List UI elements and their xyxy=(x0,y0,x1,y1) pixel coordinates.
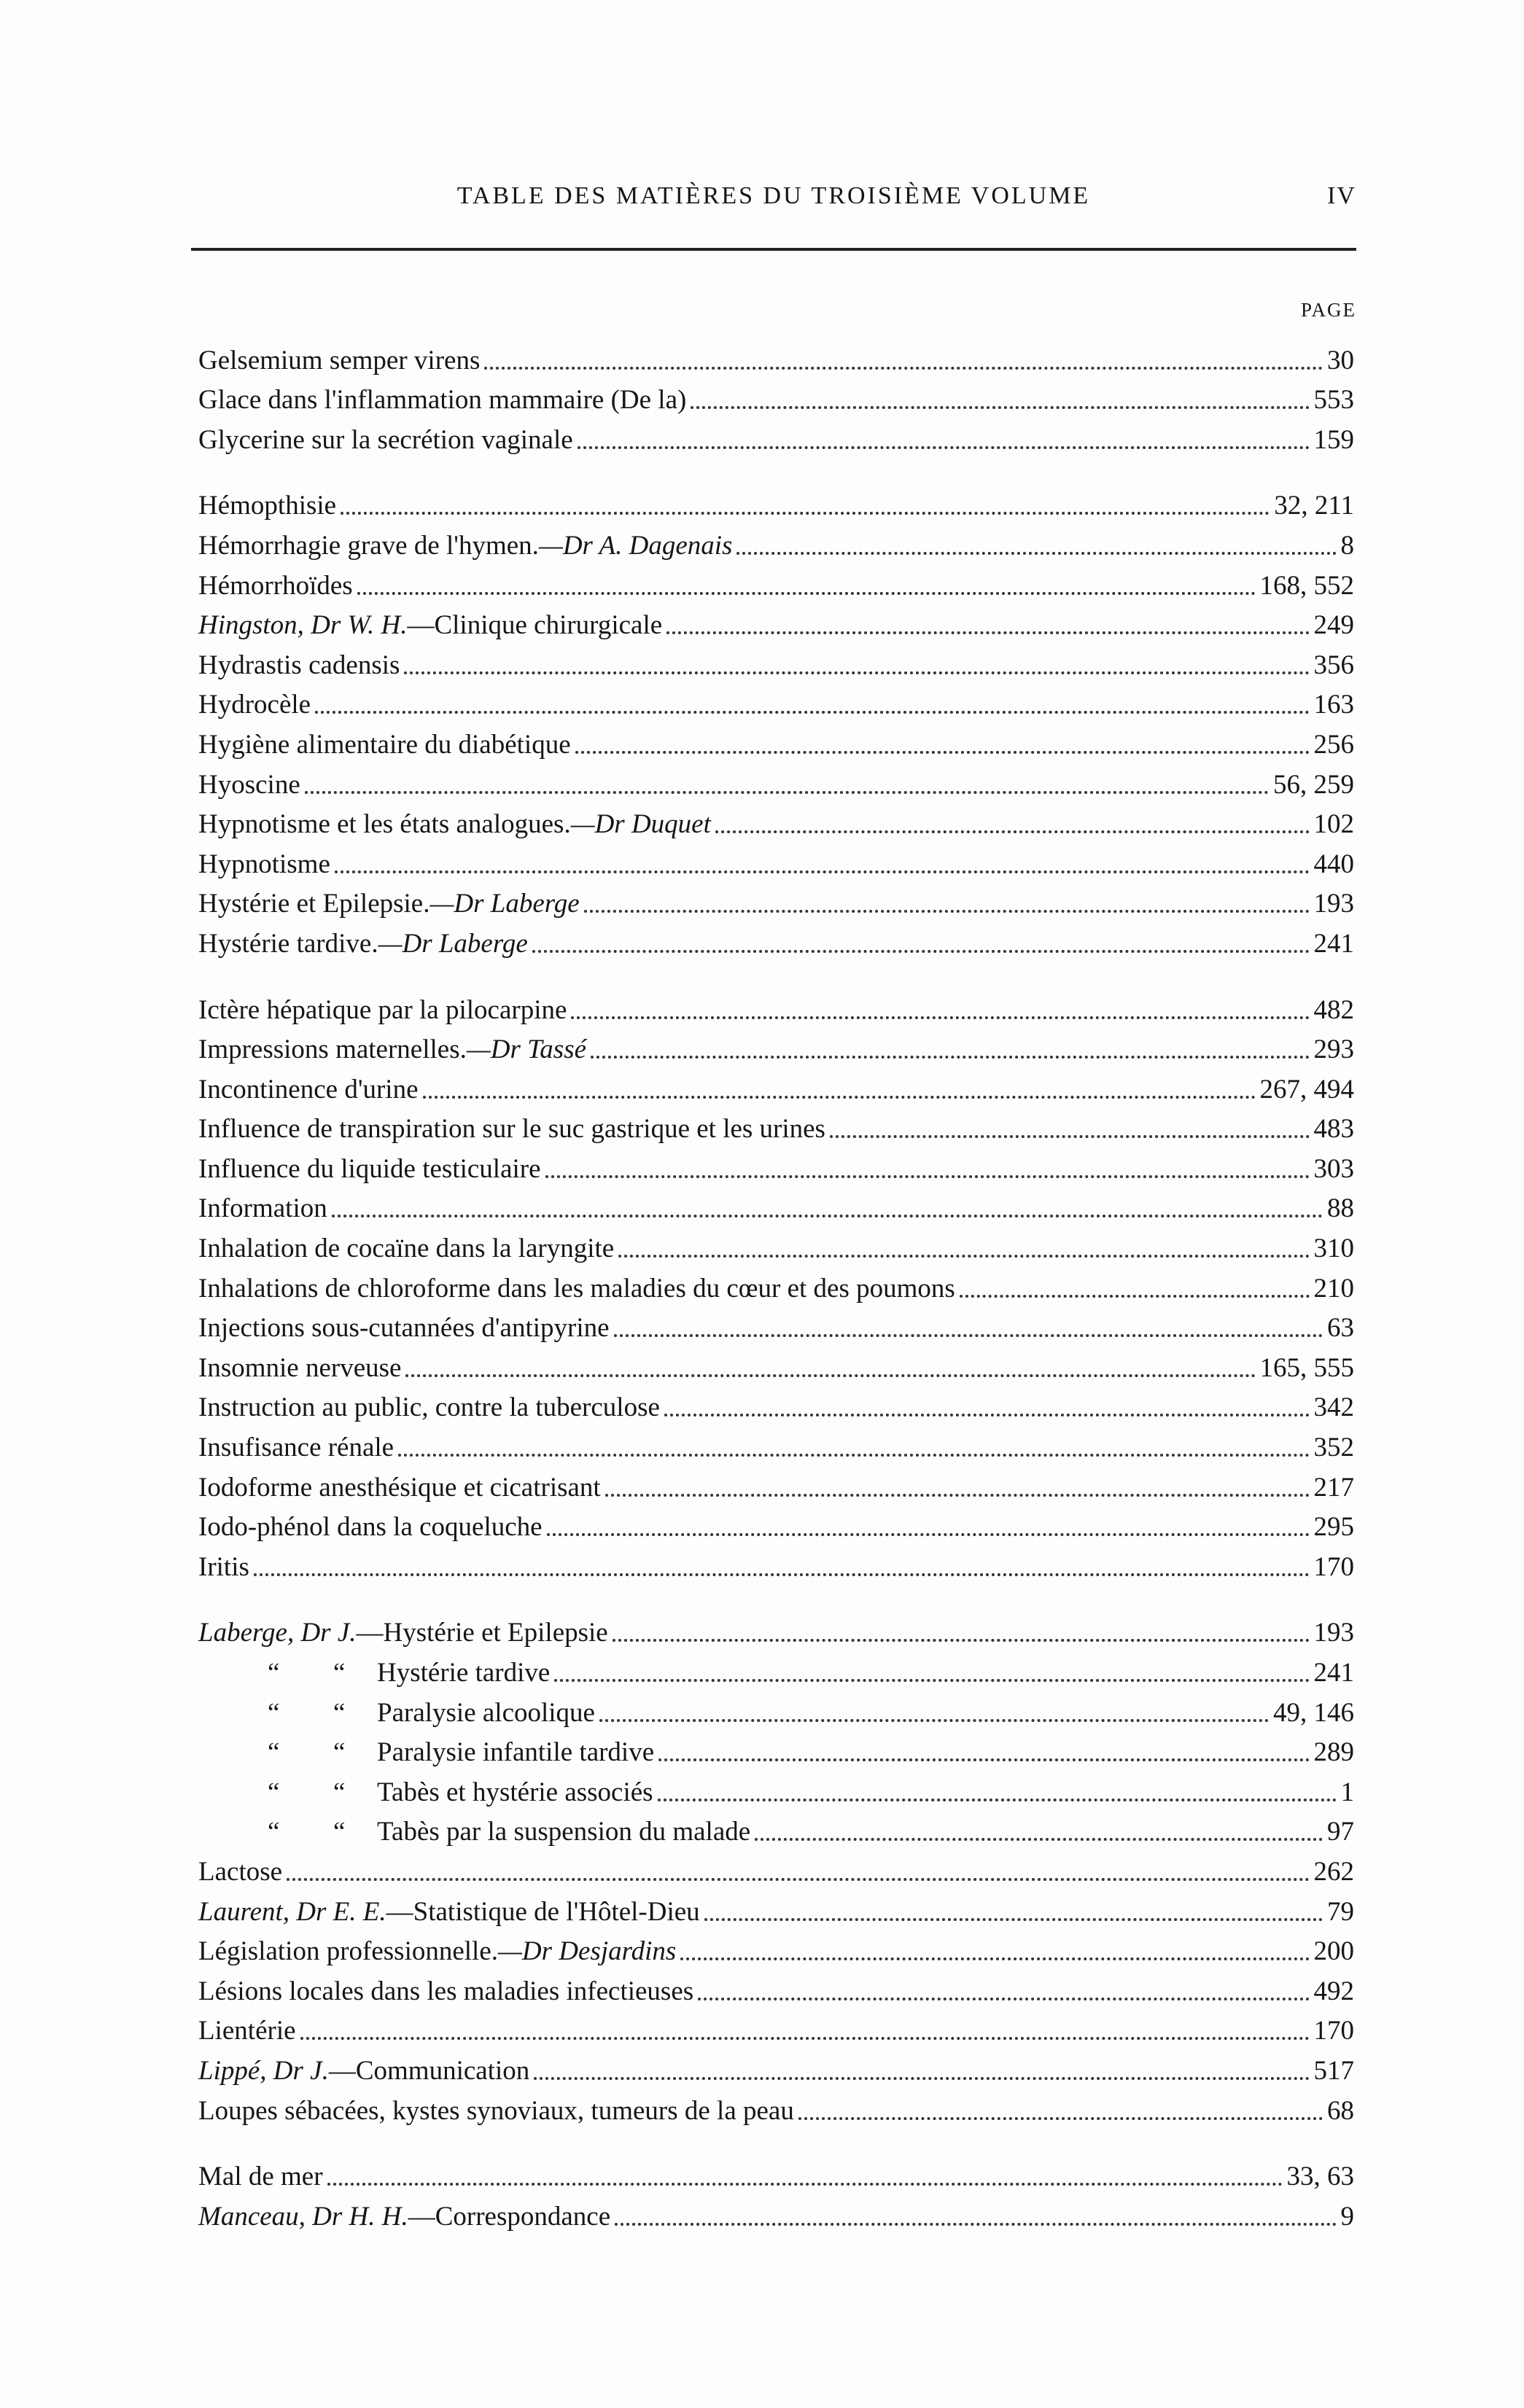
entry-page-ref: 32, 211 xyxy=(1274,491,1354,521)
dot-leader xyxy=(960,1287,1310,1298)
dot-leader xyxy=(335,863,1310,873)
entry-title xyxy=(198,1898,700,1925)
entry-subject: —Statistique de l'Hôtel-Dieu xyxy=(386,1896,700,1927)
entry-title xyxy=(198,1699,595,1726)
entry-page-ref: 193 xyxy=(1313,1618,1354,1648)
entry-subject: Hystérie tardive. xyxy=(198,928,378,959)
ditto-mark: “ xyxy=(268,1737,280,1768)
entry-author: —Dr Laberge xyxy=(378,928,528,959)
entry-title xyxy=(198,1739,654,1766)
ditto-mark: “ xyxy=(333,1737,346,1768)
dot-leader xyxy=(615,2216,1336,2226)
entry-subject: Iodoforme anesthésique et cicatrisant xyxy=(198,1472,601,1503)
toc-entry xyxy=(198,1925,1354,1965)
header-rule xyxy=(191,248,1356,251)
dot-leader xyxy=(666,624,1309,634)
entry-subject: Lientérie xyxy=(198,2016,296,2046)
entry-subject: Paralysie infantile tardive xyxy=(377,1737,655,1768)
entry-page-ref: 303 xyxy=(1313,1153,1354,1184)
dot-leader xyxy=(618,1247,1309,1258)
entry-title xyxy=(198,1818,750,1845)
page-column-label: PAGE xyxy=(1300,299,1356,321)
entry-page-ref: 33, 63 xyxy=(1286,2162,1354,2192)
entry-title xyxy=(198,851,330,878)
dot-leader xyxy=(704,1911,1323,1921)
entry-page-ref: 163 xyxy=(1313,690,1354,720)
header-page-number: IV xyxy=(1327,182,1356,209)
ditto-mark: “ xyxy=(333,1658,346,1688)
entry-title xyxy=(198,2203,610,2230)
entry-page-ref: 356 xyxy=(1313,650,1354,680)
entry-page-ref: 440 xyxy=(1313,849,1354,879)
ditto-mark: “ xyxy=(268,1777,280,1807)
entry-title xyxy=(198,1858,282,1885)
entry-page-ref: 553 xyxy=(1313,385,1354,416)
entry-page-ref: 310 xyxy=(1313,1234,1354,1264)
toc-entry xyxy=(198,639,1354,679)
dot-leader xyxy=(798,2110,1323,2120)
entry-title xyxy=(198,572,353,599)
toc-entry xyxy=(198,2044,1354,2084)
entry-subject: Paralysie alcoolique xyxy=(377,1697,595,1728)
dot-leader xyxy=(658,1791,1337,1801)
entry-title xyxy=(198,1978,693,2005)
entry-title xyxy=(198,1659,550,1686)
entry-subject: Tabès par la suspension du malade xyxy=(377,1817,751,1847)
toc-entry xyxy=(198,878,1354,918)
dot-leader xyxy=(404,664,1309,674)
dot-leader xyxy=(584,903,1310,913)
entry-page-ref: 217 xyxy=(1313,1472,1354,1503)
entry-page-ref: 30 xyxy=(1327,345,1354,375)
entry-subject: Loupes sébacées, kystes synoviaux, tumeurs de la peau xyxy=(198,2095,794,2126)
entry-subject: Hystérie et Epilepsie. xyxy=(198,889,430,919)
entry-subject: Ictère hépatique par la pilocarpine xyxy=(198,994,567,1025)
entry-title xyxy=(198,1434,394,1461)
table-of-contents xyxy=(198,334,1354,2230)
entry-title xyxy=(198,2057,529,2084)
entry-subject: Insufisance rénale xyxy=(198,1433,394,1463)
entry-subject: Glace dans l'inflammation mammaire (De la) xyxy=(198,385,687,416)
dot-leader xyxy=(613,1632,1310,1642)
toc-entry xyxy=(198,1024,1354,1064)
entry-page-ref: 352 xyxy=(1313,1433,1354,1463)
dot-leader xyxy=(315,704,1309,714)
entry-page-ref: 293 xyxy=(1313,1034,1354,1065)
dot-leader xyxy=(755,1831,1323,1841)
entry-page-ref: 68 xyxy=(1327,2095,1354,2126)
entry-page-ref: 8 xyxy=(1340,530,1354,561)
toc-entry xyxy=(198,758,1354,798)
toc-entry xyxy=(198,1766,1354,1806)
entry-subject: Iritis xyxy=(198,1551,249,1582)
dot-leader xyxy=(405,1367,1255,1377)
toc-entry xyxy=(198,1142,1354,1182)
dot-leader xyxy=(554,1672,1309,1682)
header-title: TABLE DES MATIÈRES DU TROISIÈME VOLUME xyxy=(456,182,1091,209)
entry-page-ref: 165, 555 xyxy=(1259,1352,1354,1383)
entry-page-ref: 210 xyxy=(1313,1273,1354,1304)
dot-leader xyxy=(680,1950,1309,1960)
entry-page-ref: 241 xyxy=(1313,1658,1354,1688)
dot-leader xyxy=(327,2175,1283,2186)
entry-title xyxy=(198,1474,601,1501)
entry-title xyxy=(198,1551,249,1582)
entry-subject: Influence du liquide testiculaire xyxy=(198,1153,541,1184)
entry-author: Manceau, Dr H. H. xyxy=(198,2201,408,2232)
dot-leader xyxy=(423,1088,1256,1099)
entry-title xyxy=(198,1153,541,1184)
entry-subject: Influence de transpiration sur le suc gastrique et les urines xyxy=(198,1114,825,1145)
entry-title xyxy=(198,1195,327,1222)
entry-page-ref: 200 xyxy=(1313,1936,1354,1967)
entry-title xyxy=(198,612,662,639)
toc-entry xyxy=(198,2005,1354,2045)
entry-subject: Hydrastis cadensis xyxy=(198,650,400,680)
running-header xyxy=(191,182,1356,219)
entry-title xyxy=(198,426,573,453)
entry-page-ref: 63 xyxy=(1327,1313,1354,1344)
entry-subject: Inhalations de chloroforme dans les maladies du cœur et des poumons xyxy=(198,1273,955,1304)
entry-title xyxy=(198,691,311,718)
dot-leader xyxy=(341,504,1270,515)
entry-page-ref: 1 xyxy=(1340,1777,1354,1807)
entry-subject: —Correspondance xyxy=(408,2201,611,2232)
toc-entry xyxy=(198,1421,1354,1461)
dot-leader xyxy=(830,1128,1310,1138)
entry-page-ref: 97 xyxy=(1327,1817,1354,1847)
toc-entry xyxy=(198,334,1354,374)
entry-subject: Information xyxy=(198,1193,327,1224)
entry-title xyxy=(198,731,571,758)
entry-title xyxy=(198,2017,296,2044)
toc-entry xyxy=(198,480,1354,520)
toc-entry xyxy=(198,679,1354,719)
entry-subject: Hydrocèle xyxy=(198,690,311,720)
entry-page-ref: 79 xyxy=(1327,1896,1354,1927)
entry-title xyxy=(198,1036,586,1063)
entry-title xyxy=(198,2163,323,2190)
entry-author: —Dr Tassé xyxy=(466,1034,587,1065)
entry-page-ref: 241 xyxy=(1313,928,1354,959)
toc-entry xyxy=(198,2151,1354,2191)
entry-subject: Incontinence d'urine xyxy=(198,1074,419,1104)
toc-entry xyxy=(198,559,1354,599)
toc-entry xyxy=(198,1382,1354,1422)
entry-title xyxy=(198,771,300,798)
dot-leader xyxy=(599,1712,1269,1722)
toc-entry xyxy=(198,1302,1354,1342)
entry-subject: Iodo-phénol dans la coqueluche xyxy=(198,1512,543,1543)
toc-entry xyxy=(198,1063,1354,1103)
entry-title xyxy=(198,1235,614,1262)
toc-entry xyxy=(198,838,1354,878)
entry-author: —Dr A. Dagenais xyxy=(538,530,733,561)
group-separator xyxy=(198,957,1354,983)
toc-entry xyxy=(198,519,1354,559)
toc-entry xyxy=(198,1182,1354,1223)
entry-author: Hingston, Dr W. H. xyxy=(198,610,408,641)
dot-leader xyxy=(715,823,1310,833)
entry-page-ref: 9 xyxy=(1340,2201,1354,2232)
entry-subject: Hémorrhoïdes xyxy=(198,570,353,601)
entry-subject: Hyoscine xyxy=(198,769,300,800)
entry-title xyxy=(198,811,711,838)
entry-title xyxy=(198,1114,825,1145)
entry-title xyxy=(198,994,567,1025)
dot-leader xyxy=(534,2070,1309,2080)
entry-title xyxy=(198,1394,660,1421)
toc-entry xyxy=(198,917,1354,957)
toc-entry xyxy=(198,1686,1354,1726)
dot-leader xyxy=(287,1871,1309,1881)
dot-leader xyxy=(547,1526,1310,1536)
dot-leader xyxy=(332,1207,1323,1217)
entry-page-ref: 256 xyxy=(1313,729,1354,760)
dot-leader xyxy=(545,1168,1310,1178)
entry-page-ref: 483 xyxy=(1313,1114,1354,1145)
entry-page-ref: 342 xyxy=(1313,1392,1354,1423)
dot-leader xyxy=(532,943,1310,953)
entry-title xyxy=(198,1512,543,1543)
toc-entry xyxy=(198,2084,1354,2124)
ditto-mark: “ xyxy=(268,1658,280,1688)
toc-entry xyxy=(198,1607,1354,1647)
entry-page-ref: 517 xyxy=(1313,2055,1354,2086)
toc-entry xyxy=(198,2190,1354,2230)
entry-title xyxy=(198,2097,794,2124)
dot-leader xyxy=(664,1406,1310,1417)
entry-subject: Instruction au public, contre la tuberculose xyxy=(198,1392,660,1423)
entry-subject: Législation professionnelle. xyxy=(198,1936,499,1967)
entry-subject: Hypnotisme et les états analogues. xyxy=(198,809,571,840)
toc-entry xyxy=(198,1262,1354,1302)
toc-entry xyxy=(198,1646,1354,1686)
entry-title xyxy=(198,1779,653,1806)
entry-subject: Glycerine sur la secrétion vaginale xyxy=(198,424,573,455)
toc-entry xyxy=(198,718,1354,758)
entry-subject: Mal de mer xyxy=(198,2162,323,2192)
toc-entry xyxy=(198,413,1354,453)
dot-leader xyxy=(605,1487,1310,1497)
entry-title xyxy=(198,1275,955,1302)
entry-page-ref: 262 xyxy=(1313,1856,1354,1887)
entry-title xyxy=(198,1313,610,1344)
ditto-mark: “ xyxy=(268,1697,280,1728)
toc-entry xyxy=(198,1103,1354,1143)
entry-page-ref: 289 xyxy=(1313,1737,1354,1768)
entry-subject: —Clinique chirurgicale xyxy=(407,610,663,641)
entry-page-ref: 170 xyxy=(1313,1551,1354,1582)
dot-leader xyxy=(305,784,1269,794)
entry-author: —Dr Laberge xyxy=(429,889,580,919)
dot-leader xyxy=(398,1446,1309,1457)
entry-title xyxy=(198,1619,608,1646)
entry-page-ref: 168, 552 xyxy=(1259,570,1354,601)
dot-leader xyxy=(691,399,1309,409)
entry-title xyxy=(198,492,336,519)
entry-subject: Hygiène alimentaire du diabétique xyxy=(198,729,571,760)
entry-subject: Lactose xyxy=(198,1856,283,1887)
dot-leader xyxy=(698,1990,1309,2000)
entry-subject: —Communication xyxy=(328,2055,530,2086)
entry-page-ref: 159 xyxy=(1313,424,1354,455)
toc-entry xyxy=(198,983,1354,1024)
dot-leader xyxy=(575,744,1310,754)
entry-subject: Hémorrhagie grave de l'hymen. xyxy=(198,530,539,561)
dot-leader xyxy=(484,359,1323,370)
entry-title xyxy=(198,1938,676,1965)
dot-leader xyxy=(300,2030,1310,2040)
dot-leader xyxy=(591,1048,1309,1059)
entry-subject: Hémopthisie xyxy=(198,491,337,521)
entry-page-ref: 492 xyxy=(1313,1976,1354,2006)
dot-leader xyxy=(254,1566,1310,1576)
entry-author: Laurent, Dr E. E. xyxy=(198,1896,386,1927)
entry-title xyxy=(198,930,528,957)
dot-leader xyxy=(571,1009,1309,1019)
entry-page-ref: 267, 494 xyxy=(1259,1074,1354,1104)
entry-title xyxy=(198,532,732,559)
entry-title xyxy=(198,1076,419,1103)
entry-subject: Inhalation de cocaïne dans la laryngite xyxy=(198,1234,615,1264)
entry-title xyxy=(198,652,400,679)
entry-page-ref: 49, 146 xyxy=(1273,1697,1354,1728)
dot-leader xyxy=(357,585,1256,595)
entry-subject: Gelsemium semper virens xyxy=(198,345,481,375)
entry-page-ref: 170 xyxy=(1313,2016,1354,2046)
toc-entry xyxy=(198,798,1354,838)
ditto-mark: “ xyxy=(333,1777,346,1807)
toc-entry xyxy=(198,1540,1354,1581)
toc-entry xyxy=(198,1222,1354,1262)
toc-entry xyxy=(198,1341,1354,1382)
dot-leader xyxy=(614,1327,1323,1337)
toc-entry xyxy=(198,1965,1354,2005)
entry-subject: Insomnie nerveuse xyxy=(198,1352,402,1383)
toc-entry xyxy=(198,1806,1354,1846)
toc-entry xyxy=(198,1885,1354,1925)
group-separator xyxy=(198,2124,1354,2151)
toc-entry xyxy=(198,374,1354,414)
ditto-mark: “ xyxy=(268,1817,280,1847)
entry-subject: Injections sous-cutannées d'antipyrine xyxy=(198,1313,610,1344)
entry-subject: —Hystérie et Epilepsie xyxy=(356,1618,608,1648)
entry-author: Lippé, Dr J. xyxy=(198,2055,329,2086)
toc-entry xyxy=(198,1461,1354,1501)
dot-leader xyxy=(578,439,1310,449)
group-separator xyxy=(198,1581,1354,1607)
toc-entry xyxy=(198,599,1354,639)
toc-entry xyxy=(198,1726,1354,1766)
ditto-mark: “ xyxy=(333,1817,346,1847)
entry-page-ref: 193 xyxy=(1313,889,1354,919)
entry-title xyxy=(198,347,480,374)
dot-leader xyxy=(658,1751,1309,1761)
entry-subject: Tabès et hystérie associés xyxy=(377,1777,653,1807)
entry-page-ref: 56, 259 xyxy=(1273,769,1354,800)
entry-title xyxy=(198,890,580,917)
entry-page-ref: 482 xyxy=(1313,994,1354,1025)
ditto-mark: “ xyxy=(333,1697,346,1728)
entry-title xyxy=(198,385,687,416)
entry-page-ref: 249 xyxy=(1313,610,1354,641)
entry-page-ref: 102 xyxy=(1313,809,1354,840)
entry-title xyxy=(198,1352,402,1383)
entry-author: —Dr Duquet xyxy=(570,809,711,840)
entry-author: —Dr Desjardins xyxy=(498,1936,677,1967)
toc-entry xyxy=(198,1845,1354,1885)
group-separator xyxy=(198,453,1354,480)
entry-page-ref: 88 xyxy=(1327,1193,1354,1224)
entry-subject: Hypnotisme xyxy=(198,849,330,879)
toc-entry xyxy=(198,1501,1354,1541)
entry-subject: Impressions maternelles. xyxy=(198,1034,467,1065)
entry-subject: Lésions locales dans les maladies infectieuses xyxy=(198,1976,694,2006)
entry-subject: Hystérie tardive xyxy=(377,1658,551,1688)
entry-author: Laberge, Dr J. xyxy=(198,1618,357,1648)
entry-page-ref: 295 xyxy=(1313,1512,1354,1543)
dot-leader xyxy=(736,545,1336,555)
